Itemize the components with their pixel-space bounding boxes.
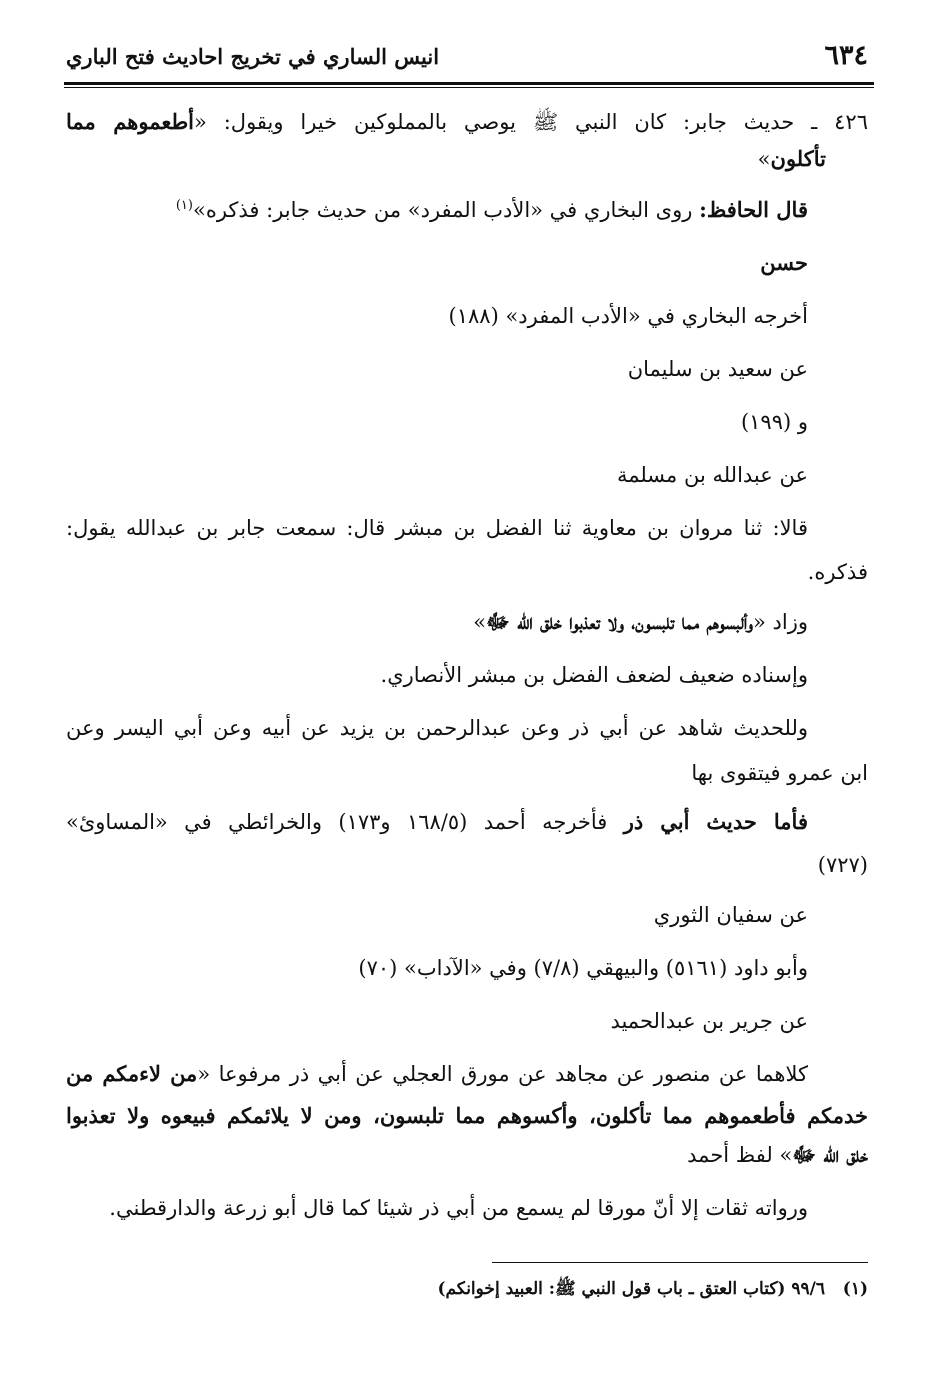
header-rule-thin — [64, 87, 874, 88]
quote-mark: » — [757, 147, 771, 171]
narrator-line: عن سفيان الثوري — [653, 903, 808, 927]
shahid-line: وللحديث شاهد عن أبي ذر وعن عبدالرحمن بن يزيد عن أبيه وعن أبي اليسر وعن — [66, 716, 808, 740]
matn-line-2: خدمكم فأطعموهم مما تأكلون، وأكسوهم مما تلبسون، ومن لا يلائمكم فبيعوه ولا تعذبوا — [66, 1103, 868, 1128]
addition-label: وزاد « — [753, 610, 808, 634]
running-title: انيس الساري في تخريج احاديث فتح الباري — [66, 44, 440, 69]
hadith-number: ٤٢٦ ـ — [811, 110, 868, 134]
narrator-line: عن عبدالله بن مسلمة — [616, 463, 808, 487]
page-number: ٦٣٤ — [824, 40, 868, 71]
hadith-quote-end: تأكلون — [770, 146, 826, 171]
hafiz-label: قال الحافظ: — [699, 197, 808, 222]
abu-dhar-line — [66, 807, 808, 837]
takhrij-line: أخرجه البخاري في «الأدب المفرد» (١٨٨) — [448, 304, 808, 328]
hadith-line-1 — [66, 107, 868, 137]
footnote-text: ٩٩/٦ (كتاب العتق ـ باب قول النبي ﷺ: العبيد إخوانكم) — [437, 1279, 825, 1299]
grade: حسن — [760, 250, 808, 275]
matn-isnad: كلاهما عن منصور عن مجاهد عن مورق العجلي عن أبي ذر مرفوعا « — [197, 1062, 809, 1086]
addition-line — [66, 607, 808, 637]
isnad-weakness: وإسناده ضعيف لضعف الفضل بن مبشر الأنصاري. — [380, 663, 808, 687]
header-rule — [64, 82, 874, 85]
footnote-ref: (١) — [175, 198, 193, 213]
matn-line-3 — [66, 1140, 868, 1170]
matn-line-1 — [66, 1059, 808, 1089]
isnad-line: قالا: ثنا مروان بن معاوية ثنا الفضل بن مبشر قال: سمعت جابر بن عبدالله يقول: — [66, 516, 808, 540]
ruwat-line: ورواته ثقات إلا أنّ مورقا لم يسمع من أبي ذر شيئا كما قال أبو زرعة والدارقطني. — [109, 1196, 808, 1220]
addition-quote: وألبسوهم مما تلبسون، ولا تعذبوا خلق الله ﷻ — [486, 609, 753, 634]
hafiz-line — [66, 191, 808, 225]
footnote-number: (١) — [842, 1279, 868, 1299]
takhrij-line: و (١٩٩) — [740, 410, 808, 434]
abu-dhar-heading: فأما حديث أبي ذر — [623, 809, 808, 834]
hadith-line-2 — [66, 144, 826, 174]
matn-quote: من لاءمكم من — [66, 1061, 198, 1086]
shahid-line-end: ابن عمرو فيتقوى بها — [691, 761, 868, 785]
footnote-rule — [492, 1262, 868, 1263]
isnad-line-end: فذكره. — [807, 560, 868, 584]
matn-quote-end: خلق الله ﷻ — [792, 1142, 868, 1167]
narrator-line: عن جرير بن عبدالحميد — [610, 1009, 808, 1033]
abu-dhar-line-end: (٧٢٧) — [817, 853, 868, 877]
hadith-quote: أطعموهم مما — [66, 109, 195, 134]
matn-note: » لفظ أحمد — [687, 1143, 793, 1167]
hadith-text: حديث جابر: كان النبي ﷺ يوصي بالمملوكين خيرا ويقول: « — [194, 110, 795, 134]
narrator-line: عن سعيد بن سليمان — [627, 357, 808, 381]
footnote — [66, 1276, 868, 1302]
hafiz-text: روى البخاري في «الأدب المفرد» من حديث جابر: فذكره» — [192, 198, 693, 222]
quote-mark: » — [473, 610, 487, 634]
abu-dhar-text: فأخرجه أحمد (١٦٨/٥ و١٧٣) والخرائطي في «المساوئ» — [66, 810, 608, 834]
takhrij-line: وأبو داود (٥١٦١) والبيهقي (٧/٨) وفي «الآداب» (٧٠) — [358, 956, 808, 980]
page-header — [62, 38, 874, 80]
